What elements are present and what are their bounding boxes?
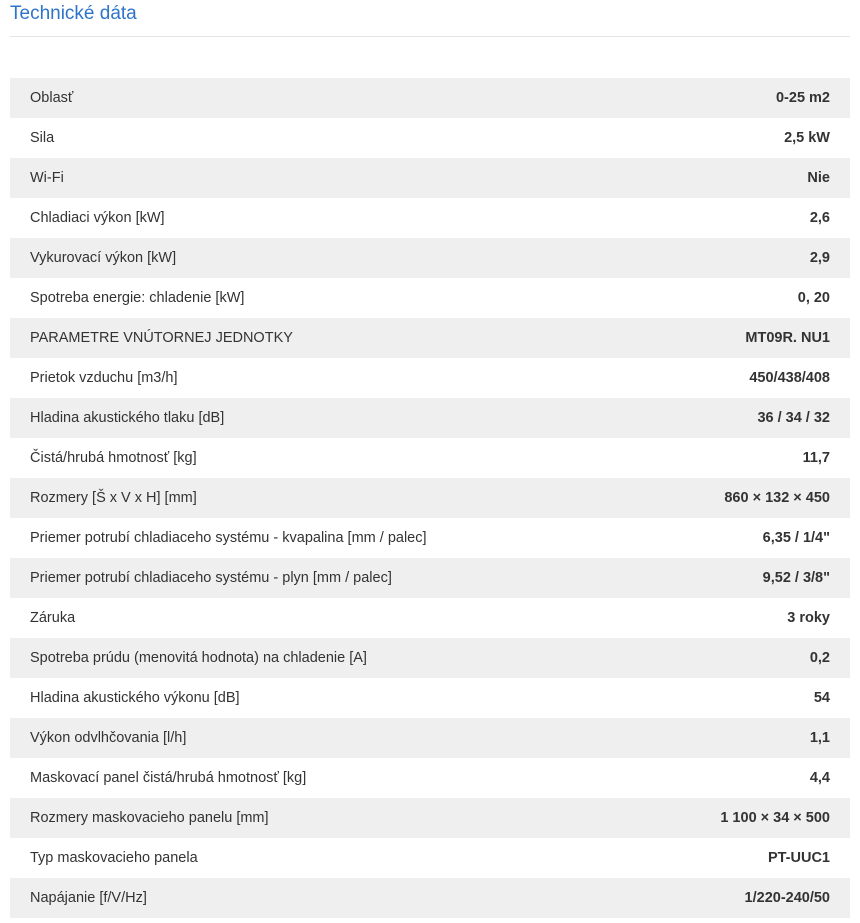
spec-label: Wi-Fi [30, 170, 64, 186]
spec-label: Rozmery [Š x V x H] [mm] [30, 490, 197, 506]
spec-label: Prietok vzduchu [m3/h] [30, 370, 178, 386]
spec-row [10, 78, 850, 118]
spec-label: Sila [30, 130, 55, 146]
spec-value: 450/438/408 [749, 370, 830, 386]
spec-value: 1 100 × 34 × 500 [720, 810, 830, 826]
spec-value: 4,4 [809, 770, 830, 786]
spec-label: Spotreba energie: chladenie [kW] [30, 290, 245, 306]
spec-value: 3 roky [787, 610, 830, 626]
spec-label: Rozmery maskovacieho panelu [mm] [30, 810, 269, 826]
spec-row [10, 598, 850, 638]
spec-row [10, 798, 850, 838]
spec-row [10, 878, 850, 918]
spec-value: MT09R. NU1 [745, 330, 830, 346]
spec-row [10, 318, 850, 358]
spec-row [10, 678, 850, 718]
spec-value: 9,52 / 3/8" [762, 570, 830, 586]
section-title: Technické dáta [10, 3, 137, 24]
spec-value: 1,1 [809, 730, 830, 746]
spec-label: PARAMETRE VNÚTORNEJ JEDNOTKY [30, 330, 293, 346]
spec-value: 0-25 m2 [775, 90, 830, 106]
spec-row [10, 758, 850, 798]
spec-label: Vykurovací výkon [kW] [30, 250, 177, 266]
spec-value: 54 [813, 690, 830, 706]
spec-label: Maskovací panel čistá/hrubá hmotnosť [kg] [30, 770, 307, 786]
spec-value: 6,35 / 1/4" [762, 530, 830, 546]
spec-row [10, 158, 850, 198]
spec-value: PT-UUC1 [767, 850, 830, 866]
spec-label: Typ maskovacieho panela [30, 850, 198, 866]
spec-row [10, 438, 850, 478]
spec-value: 11,7 [802, 450, 830, 466]
spec-label: Napájanie [f/V/Hz] [30, 890, 147, 906]
spec-row [10, 118, 850, 158]
specs-table [10, 78, 850, 918]
spec-row [10, 478, 850, 518]
spec-label: Priemer potrubí chladiaceho systému - kvapalina [mm / palec] [30, 530, 427, 546]
spec-value: Nie [807, 170, 830, 186]
spec-label: Oblasť [30, 90, 74, 106]
spec-row [10, 198, 850, 238]
spec-row [10, 718, 850, 758]
spec-value: 0, 20 [797, 290, 830, 306]
spec-value: 860 × 132 × 450 [724, 490, 830, 506]
spec-label: Priemer potrubí chladiaceho systému - plyn [mm / palec] [30, 570, 392, 586]
spec-row [10, 638, 850, 678]
title-divider [10, 36, 850, 37]
spec-label: Hladina akustického tlaku [dB] [30, 410, 225, 426]
spec-row [10, 518, 850, 558]
spec-label: Chladiaci výkon [kW] [30, 210, 165, 226]
spec-value: 2,5 kW [784, 130, 830, 146]
spec-row [10, 278, 850, 318]
spec-label: Záruka [30, 610, 76, 626]
spec-value: 1/220-240/50 [744, 890, 830, 906]
spec-row [10, 558, 850, 598]
spec-label: Spotreba prúdu (menovitá hodnota) na chladenie [A] [30, 650, 367, 666]
spec-value: 0,2 [809, 650, 830, 666]
spec-row [10, 238, 850, 278]
spec-row [10, 358, 850, 398]
spec-row [10, 838, 850, 878]
spec-label: Čistá/hrubá hmotnosť [kg] [30, 450, 197, 466]
spec-label: Hladina akustického výkonu [dB] [30, 690, 240, 706]
spec-value: 2,6 [809, 210, 830, 226]
spec-value: 2,9 [809, 250, 830, 266]
spec-value: 36 / 34 / 32 [757, 410, 830, 426]
spec-row [10, 398, 850, 438]
spec-label: Výkon odvlhčovania [l/h] [30, 730, 187, 746]
